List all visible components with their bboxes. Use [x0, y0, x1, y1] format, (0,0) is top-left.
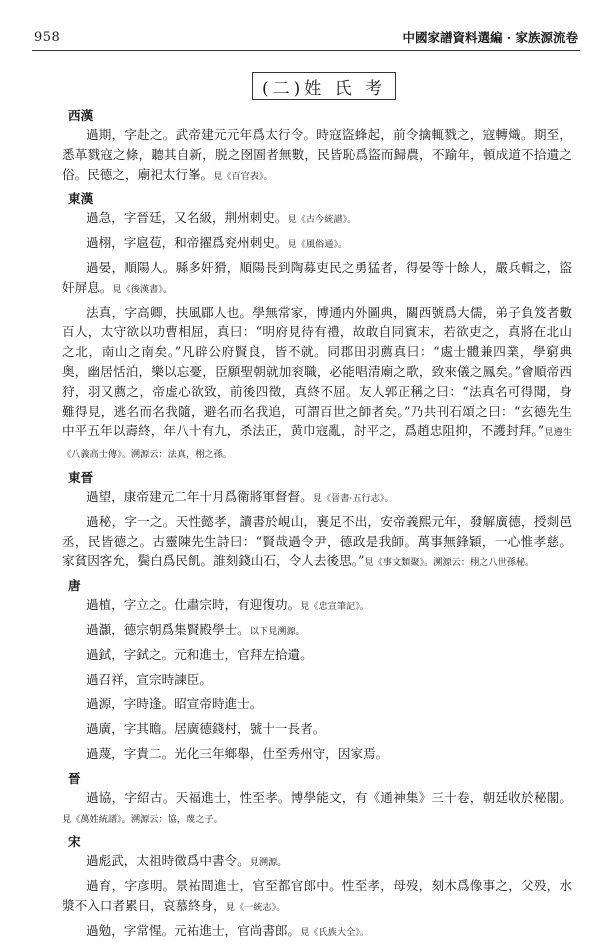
entry-paragraph	[62, 512, 572, 573]
entry-text: 過秘，字一之。天性懿孝，讀書於峴山，裹足不出，安帝義熙元年，發解廣德，授剡邑丞，民皆德之。古靈陳先生詩曰：“賢哉過令尹，德政是我師。萬事無鋒穎，一心惟孝慈。家貧因客允，鬓白爲民飢。誰刻錢山石，令人去後思。”	[62, 513, 572, 569]
entry-text: 法真，字高卿，扶風郿人也。學無常家，博通内外圖典，關西號爲大儒，弟子負笈者數百人，太守欲以功曹相屈，真曰：“明府見待有禮，故敢自同賓末，若欲吏之，真將在北山之北，南山之南矣。”凡辟公府賢良，皆不就。同郡田羽薦真曰：“處士體兼四業，學窮典奥，幽居恬泊，樂以忘憂，臣願聖朝就加衮職，必能唱清廟之歌，致來儀之鳳矣。”會順帝西狩，羽又薦之，帝虚心欲致，前後四徵，真終不屈。友人郭正稱之曰：“法真名可得聞，身難得見，逃名而名我隨，避名而名我追，可謂百世之師者矣。”乃共刊石頌之曰：“玄德先生中平五年以壽終，年八十有九，杀法正，黄巾寇亂，討平之，爲趙忠阻抑，不護封拜。”	[62, 304, 572, 439]
source-note: 見《風俗通》。	[287, 239, 348, 251]
entry-paragraph	[62, 921, 572, 943]
entry-text: 過彪武，太祖時徵爲中書令。	[86, 853, 250, 869]
entry-paragraph	[62, 303, 572, 465]
entry-paragraph	[62, 645, 572, 667]
entry-paragraph	[62, 744, 572, 766]
main-text	[62, 104, 572, 946]
dynasty-heading: 東晉	[68, 469, 94, 485]
entry-paragraph	[62, 620, 572, 642]
entry-paragraph	[62, 694, 572, 716]
entry-text: 過源，字時逢。昭宣帝時進士。	[86, 696, 263, 712]
entry-paragraph	[62, 125, 572, 186]
page-header	[34, 26, 578, 48]
entry-text: 過植，字立之。仕肅宗時，有迎復功。	[86, 597, 301, 613]
entry-text: 過育，字彦明。景祐間進士，官至都官郎中。性至孝，母歿，刻木爲像事之，父殁，水漿不入口者累日，哀慕終身，	[62, 878, 572, 913]
entry-paragraph	[62, 851, 572, 873]
source-note: 見《後漢書》。	[112, 283, 173, 295]
entry-text: 過勉，字常惺。元祐進士，官尚書郎。	[86, 922, 301, 938]
entry-paragraph	[62, 208, 572, 230]
entry-text: 過灝，德宗朝爲集賢殿學士。	[86, 621, 250, 637]
source-note: 見《一統志》。	[225, 901, 286, 913]
entry-paragraph	[62, 233, 572, 255]
entry-text: 過望，康帝建元二年十月爲衛將軍督督。	[86, 488, 313, 504]
source-note: 見遵生《八義高士傳》。溯源云：法真，栩之孫。	[62, 427, 573, 461]
header-rule	[32, 50, 580, 51]
source-note: 見《萬姓統譜》。溯源云：協，蔑之子。	[62, 813, 223, 825]
source-note: 見《忠宣筆記》。	[300, 601, 369, 613]
dynasty-heading: 東漢	[68, 191, 94, 207]
source-note: 見溯源。	[249, 857, 287, 869]
source-note: 見《古今統譜》。	[287, 214, 357, 226]
dynasty-heading: 唐	[68, 578, 81, 594]
source-note: 見《晉書·五行志》。	[312, 492, 394, 504]
entry-text: 過召祥，宣宗時諫臣。	[86, 671, 212, 687]
entry-paragraph	[62, 876, 572, 918]
entry-paragraph	[62, 258, 572, 300]
source-note: 見《氏族大全》。	[300, 926, 369, 938]
source-note: 見《百官表》。	[213, 170, 273, 182]
entry-text: 過廣，字其瞻。居廣德錢村，號十一長者。	[86, 721, 326, 737]
entry-text: 過蔑，字貴二。光化三年鄉舉，仕至秀州守，因家焉。	[86, 745, 389, 761]
dynasty-heading: 宋	[68, 834, 81, 850]
entry-text: 過鉽，字鉽之。元和進士，官拜左拾遺。	[86, 646, 313, 662]
entry-paragraph	[62, 719, 572, 741]
source-note: 以下見溯源。	[249, 625, 305, 637]
entry-paragraph	[62, 595, 572, 617]
dynasty-heading: 晉	[68, 770, 81, 786]
dynasty-heading: 西漢	[68, 108, 94, 123]
entry-paragraph	[62, 788, 572, 830]
page-number: 958	[34, 29, 61, 45]
source-note: 見《事文類聚》。溯源云：栩之八世孫秘。	[364, 557, 535, 569]
entry-text: 過晏，順陽人。縣多奸猾，順陽長到陶募吏民之勇猛者，得晏等十餘人，嚴兵輯之，盜奸屏息。	[62, 259, 572, 295]
entry-paragraph	[62, 670, 572, 692]
running-title: 中國家譜資料選編 · 家族源流卷	[402, 30, 578, 45]
entry-text: 過栩，字扈苞，和帝擢爲兖州刺史。	[86, 235, 288, 251]
entry-text: 過協，字紹古。天福進士，性至孝。博學能文，有《通神集》三十卷，朝廷收於秘閣。	[86, 789, 572, 805]
section-title: (二)姓 氏 考	[252, 72, 396, 100]
entry-text: 過期，字赴之。武帝建元元年爲太行令。時寇盜蜂起，前令擒輒戮之，寇轉熾。期至，悉革戮寇之條，聽其自新，脱之囹圄者無數，民皆恥爲盜而歸農，不踰年，頓成道不拾遺之俗。民德之，廟祀太行峯。	[62, 127, 572, 182]
entry-text: 過急，字晉廷，又名級，荆州刺史。	[86, 210, 288, 226]
entry-paragraph	[62, 487, 572, 509]
